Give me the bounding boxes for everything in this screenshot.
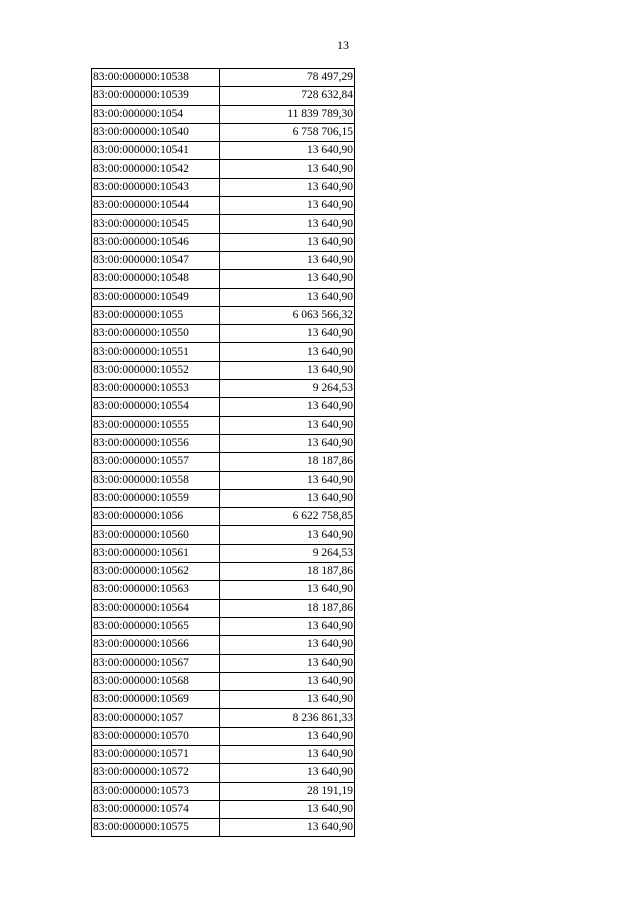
cadastral-number-cell: 83:00:000000:10550	[92, 325, 220, 343]
table-row	[92, 599, 355, 617]
cadastral-number-cell: 83:00:000000:10554	[92, 398, 220, 416]
table-row	[92, 544, 355, 562]
value-cell: 13 640,90	[220, 434, 355, 452]
cadastral-number-cell: 83:00:000000:10545	[92, 215, 220, 233]
value-cell: 13 640,90	[220, 288, 355, 306]
cadastral-number-cell: 83:00:000000:10566	[92, 636, 220, 654]
cadastral-number-cell: 83:00:000000:10555	[92, 416, 220, 434]
table-row	[92, 782, 355, 800]
cadastral-number-cell: 83:00:000000:10548	[92, 270, 220, 288]
value-cell: 13 640,90	[220, 617, 355, 635]
value-cell: 13 640,90	[220, 489, 355, 507]
cadastral-number-cell: 83:00:000000:10563	[92, 581, 220, 599]
cadastral-number-cell: 83:00:000000:10571	[92, 745, 220, 763]
table-row	[92, 617, 355, 635]
value-cell: 13 640,90	[220, 745, 355, 763]
value-cell: 13 640,90	[220, 526, 355, 544]
table-row	[92, 160, 355, 178]
cadastral-number-cell: 83:00:000000:1056	[92, 508, 220, 526]
cadastral-number-cell: 83:00:000000:10544	[92, 197, 220, 215]
cadastral-number-cell: 83:00:000000:10558	[92, 471, 220, 489]
cadastral-number-cell: 83:00:000000:10562	[92, 563, 220, 581]
cadastral-number-cell: 83:00:000000:10542	[92, 160, 220, 178]
value-cell: 13 640,90	[220, 251, 355, 269]
cadastral-number-cell: 83:00:000000:10561	[92, 544, 220, 562]
table-body	[92, 69, 355, 837]
cadastral-number-cell: 83:00:000000:10549	[92, 288, 220, 306]
cadastral-number-cell: 83:00:000000:10551	[92, 343, 220, 361]
table-row	[92, 453, 355, 471]
cadastral-number-cell: 83:00:000000:10560	[92, 526, 220, 544]
value-cell: 13 640,90	[220, 416, 355, 434]
table-row	[92, 306, 355, 324]
table-row	[92, 69, 355, 87]
cadastral-number-cell: 83:00:000000:10540	[92, 123, 220, 141]
cadastral-number-cell: 83:00:000000:10570	[92, 727, 220, 745]
cadastral-number-cell: 83:00:000000:10568	[92, 672, 220, 690]
page-number: 13	[337, 38, 349, 52]
table-row	[92, 215, 355, 233]
table-row	[92, 325, 355, 343]
table-row	[92, 654, 355, 672]
cadastral-number-cell: 83:00:000000:10569	[92, 691, 220, 709]
value-cell: 78 497,29	[220, 69, 355, 87]
cadastral-number-cell: 83:00:000000:10556	[92, 434, 220, 452]
table-row	[92, 800, 355, 818]
value-cell: 13 640,90	[220, 325, 355, 343]
table-row	[92, 361, 355, 379]
table-row	[92, 471, 355, 489]
value-cell: 28 191,19	[220, 782, 355, 800]
cadastral-number-cell: 83:00:000000:10565	[92, 617, 220, 635]
table-row	[92, 87, 355, 105]
table-row	[92, 270, 355, 288]
table-row	[92, 197, 355, 215]
value-cell: 13 640,90	[220, 672, 355, 690]
value-cell: 6 622 758,85	[220, 508, 355, 526]
value-cell: 13 640,90	[220, 800, 355, 818]
cadastral-number-cell: 83:00:000000:10543	[92, 178, 220, 196]
cadastral-number-cell: 83:00:000000:10573	[92, 782, 220, 800]
value-cell: 6 063 566,32	[220, 306, 355, 324]
value-cell: 18 187,86	[220, 563, 355, 581]
cadastral-number-cell: 83:00:000000:1057	[92, 709, 220, 727]
value-cell: 13 640,90	[220, 361, 355, 379]
value-cell: 13 640,90	[220, 654, 355, 672]
value-cell: 13 640,90	[220, 398, 355, 416]
cadastral-number-cell: 83:00:000000:10557	[92, 453, 220, 471]
value-cell: 13 640,90	[220, 819, 355, 837]
table-row	[92, 581, 355, 599]
table-row	[92, 142, 355, 160]
cadastral-number-cell: 83:00:000000:10564	[92, 599, 220, 617]
value-cell: 13 640,90	[220, 233, 355, 251]
value-cell: 9 264,53	[220, 380, 355, 398]
table-row	[92, 819, 355, 837]
table-row	[92, 563, 355, 581]
value-cell: 11 839 789,30	[220, 105, 355, 123]
table-row	[92, 672, 355, 690]
table-row	[92, 123, 355, 141]
value-cell: 8 236 861,33	[220, 709, 355, 727]
value-cell: 13 640,90	[220, 178, 355, 196]
value-cell: 13 640,90	[220, 142, 355, 160]
value-cell: 13 640,90	[220, 343, 355, 361]
table-row	[92, 251, 355, 269]
table-row	[92, 691, 355, 709]
cadastral-number-cell: 83:00:000000:10547	[92, 251, 220, 269]
value-cell: 13 640,90	[220, 691, 355, 709]
cadastral-number-cell: 83:00:000000:1055	[92, 306, 220, 324]
value-cell: 9 264,53	[220, 544, 355, 562]
table-row	[92, 178, 355, 196]
value-cell: 728 632,84	[220, 87, 355, 105]
table-row	[92, 526, 355, 544]
cadastral-value-table	[91, 68, 355, 837]
value-cell: 13 640,90	[220, 764, 355, 782]
table-row	[92, 233, 355, 251]
cadastral-number-cell: 83:00:000000:10572	[92, 764, 220, 782]
table-row	[92, 489, 355, 507]
table-row	[92, 508, 355, 526]
value-cell: 13 640,90	[220, 727, 355, 745]
value-cell: 18 187,86	[220, 453, 355, 471]
cadastral-number-cell: 83:00:000000:10553	[92, 380, 220, 398]
table-row	[92, 709, 355, 727]
table-row	[92, 105, 355, 123]
table-row	[92, 398, 355, 416]
cadastral-number-cell: 83:00:000000:10559	[92, 489, 220, 507]
value-cell: 13 640,90	[220, 270, 355, 288]
value-cell: 13 640,90	[220, 215, 355, 233]
cadastral-number-cell: 83:00:000000:10567	[92, 654, 220, 672]
value-cell: 13 640,90	[220, 636, 355, 654]
table-row	[92, 727, 355, 745]
cadastral-number-cell: 83:00:000000:10574	[92, 800, 220, 818]
table-row	[92, 764, 355, 782]
cadastral-number-cell: 83:00:000000:10552	[92, 361, 220, 379]
table-row	[92, 745, 355, 763]
cadastral-number-cell: 83:00:000000:1054	[92, 105, 220, 123]
value-cell: 13 640,90	[220, 581, 355, 599]
table-row	[92, 380, 355, 398]
table-row	[92, 343, 355, 361]
value-cell: 6 758 706,15	[220, 123, 355, 141]
value-cell: 13 640,90	[220, 471, 355, 489]
cadastral-number-cell: 83:00:000000:10575	[92, 819, 220, 837]
table-row	[92, 288, 355, 306]
cadastral-number-cell: 83:00:000000:10546	[92, 233, 220, 251]
value-cell: 13 640,90	[220, 197, 355, 215]
value-cell: 18 187,86	[220, 599, 355, 617]
table-row	[92, 434, 355, 452]
cadastral-number-cell: 83:00:000000:10538	[92, 69, 220, 87]
table-row	[92, 636, 355, 654]
value-cell: 13 640,90	[220, 160, 355, 178]
table-row	[92, 416, 355, 434]
cadastral-number-cell: 83:00:000000:10539	[92, 87, 220, 105]
cadastral-number-cell: 83:00:000000:10541	[92, 142, 220, 160]
